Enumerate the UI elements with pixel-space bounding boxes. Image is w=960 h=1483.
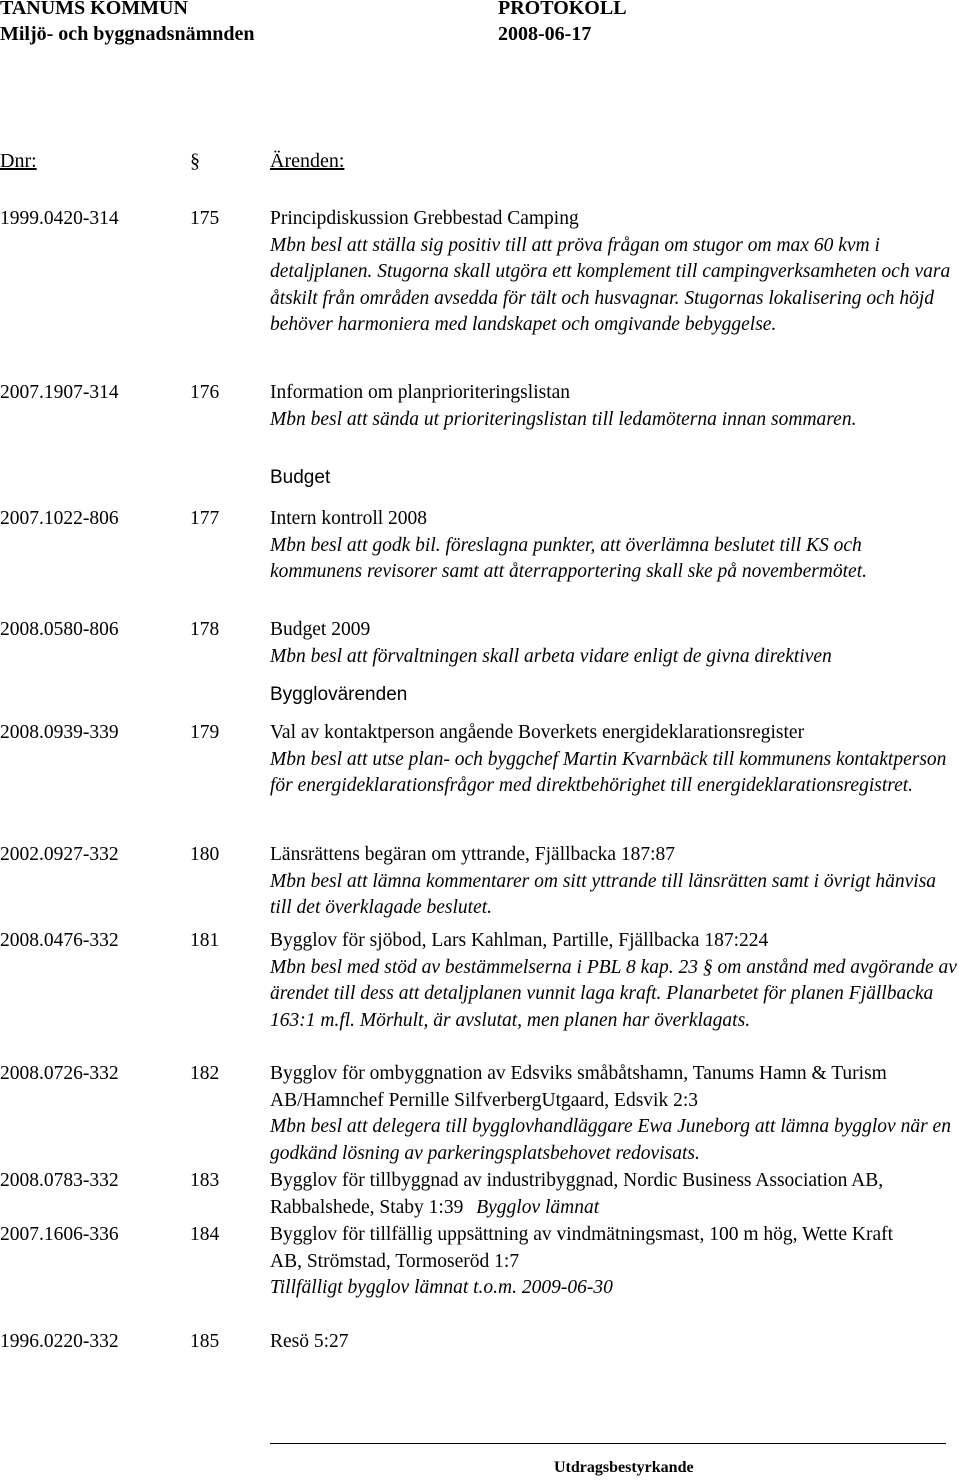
item-body [270, 617, 958, 670]
item-dnr: 2008.0726-332 [0, 1063, 119, 1084]
item-dnr: 2008.0476-332 [0, 930, 119, 951]
item-body [270, 380, 870, 433]
item-title: Bygglov för tillbyggnad av industribyggnad, Nordic Business Association AB, Rabbalshede, Staby 1:39 [270, 1170, 884, 1218]
item-body [270, 206, 958, 339]
item-title: Bygglov för sjöbod, Lars Kahlman, Partille, Fjällbacka 187:224 [270, 930, 769, 951]
item-dnr: 2007.1907-314 [0, 382, 119, 403]
item-body [270, 928, 958, 1034]
footer-label: Utdragsbestyrkande [554, 1459, 694, 1476]
item-number: 179 [190, 722, 220, 743]
section-heading-building-permits: Bygglovärenden [270, 684, 408, 705]
item-number: 185 [190, 1331, 220, 1352]
item-dnr: 2008.0580-806 [0, 619, 119, 640]
item-dnr: 2007.1606-336 [0, 1224, 119, 1245]
organization-name: TANUMS KOMMUN [0, 0, 188, 19]
item-title: Val av kontaktperson angående Boverkets energideklarationsregister [270, 722, 805, 743]
column-header-matters: Ärenden: [270, 150, 345, 172]
item-number: 177 [190, 508, 220, 529]
item-title: Bygglov för tillfällig uppsättning av vindmätningsmast, 100 m hög, Wette Kraft AB, Strömstad, Tormoseröd 1:7 [270, 1224, 894, 1272]
item-dnr: 2008.0783-332 [0, 1170, 119, 1191]
document-type: PROTOKOLL [498, 0, 627, 19]
item-decision: Mbn besl att lämna kommentarer om sitt yttrande till länsrätten samt i övrigt hänvisa till det överklagade beslutet. [270, 870, 937, 918]
item-number: 181 [190, 930, 220, 951]
item-decision: Mbn besl att delegera till bygglovhandläggare Ewa Juneborg att lämna bygglov när en godkänd lösning av parkeringsplatsbehovet redovisats. [270, 1116, 951, 1164]
item-body [270, 720, 958, 800]
section-heading-budget: Budget [270, 467, 331, 488]
item-title: Intern kontroll 2008 [270, 508, 428, 529]
item-title: Information om planprioriteringslistan [270, 382, 571, 403]
item-number: 182 [190, 1063, 220, 1084]
column-header-paragraph: § [190, 150, 200, 172]
footer-rule [270, 1443, 946, 1444]
item-decision: Mbn besl att utse plan- och byggchef Martin Kvarnbäck till kommunens kontaktperson för energideklarationsfrågor med direktbehörighet till energideklarationsregistret. [270, 748, 947, 796]
item-number: 178 [190, 619, 220, 640]
item-body [270, 842, 958, 922]
column-header-dnr: Dnr: [0, 150, 37, 172]
item-number: 175 [190, 208, 220, 229]
item-title: Principdiskussion Grebbestad Camping [270, 208, 579, 229]
item-body [270, 1222, 920, 1302]
item-dnr: 1996.0220-332 [0, 1331, 119, 1352]
item-body [270, 1329, 958, 1356]
item-title: Bygglov för ombyggnation av Edsviks småbåtshamn, Tanums Hamn & Turism AB/Hamnchef Pernille SilfverbergUtgaard, Edsvik 2:3 [270, 1063, 887, 1111]
item-number: 176 [190, 382, 220, 403]
item-number: 184 [190, 1224, 220, 1245]
item-decision: Tillfälligt bygglov lämnat t.o.m. 2009-06-30 [270, 1277, 613, 1298]
item-decision: Mbn besl att sända ut prioriteringslistan till ledamöterna innan sommaren. [270, 408, 857, 430]
item-body [270, 506, 958, 586]
item-dnr: 2007.1022-806 [0, 508, 119, 529]
item-title: Länsrättens begäran om yttrande, Fjällbacka 187:87 [270, 844, 676, 865]
item-dnr: 2002.0927-332 [0, 844, 119, 865]
item-body [270, 1061, 958, 1167]
meeting-date: 2008-06-17 [498, 23, 592, 45]
item-decision: Mbn besl att ställa sig positiv till att pröva frågan om stugor om max 60 kvm i detaljplanen. Stugorna skall utgöra ett komplement till campingverksamheten och vara åtskilt från områden avsedda för tält och husvagnar. Stugornas lokalisering och höjd behöver harmoniera med landskapet och omgivande bebyggelse. [270, 234, 951, 335]
item-dnr: 2008.0939-339 [0, 722, 119, 743]
item-number: 183 [190, 1170, 220, 1191]
item-decision: Mbn besl med stöd av bestämmelserna i PBL 8 kap. 23 § om anstånd med avgörande av ärendet till dess att detaljplanen vunnit laga kraft. Planarbetet för planen Fjällbacka 163:1 m.fl. Mörhult, är avslutat, men planen har överklagats. [270, 956, 957, 1031]
item-title: Resö 5:27 [270, 1331, 349, 1352]
item-dnr: 1999.0420-314 [0, 208, 119, 229]
item-number: 180 [190, 844, 220, 865]
committee-name: Miljö- och byggnadsnämnden [0, 23, 255, 45]
item-decision: Bygglov lämnat [476, 1196, 600, 1218]
item-decision: Mbn besl att godk bil. föreslagna punkter, att överlämna beslutet till KS och kommunens revisorer samt att återrapportering skall ske på novembermötet. [270, 534, 868, 582]
item-body [270, 1168, 890, 1221]
item-decision: Mbn besl att förvaltningen skall arbeta vidare enligt de givna direktiven [270, 645, 832, 667]
item-title: Budget 2009 [270, 619, 371, 640]
